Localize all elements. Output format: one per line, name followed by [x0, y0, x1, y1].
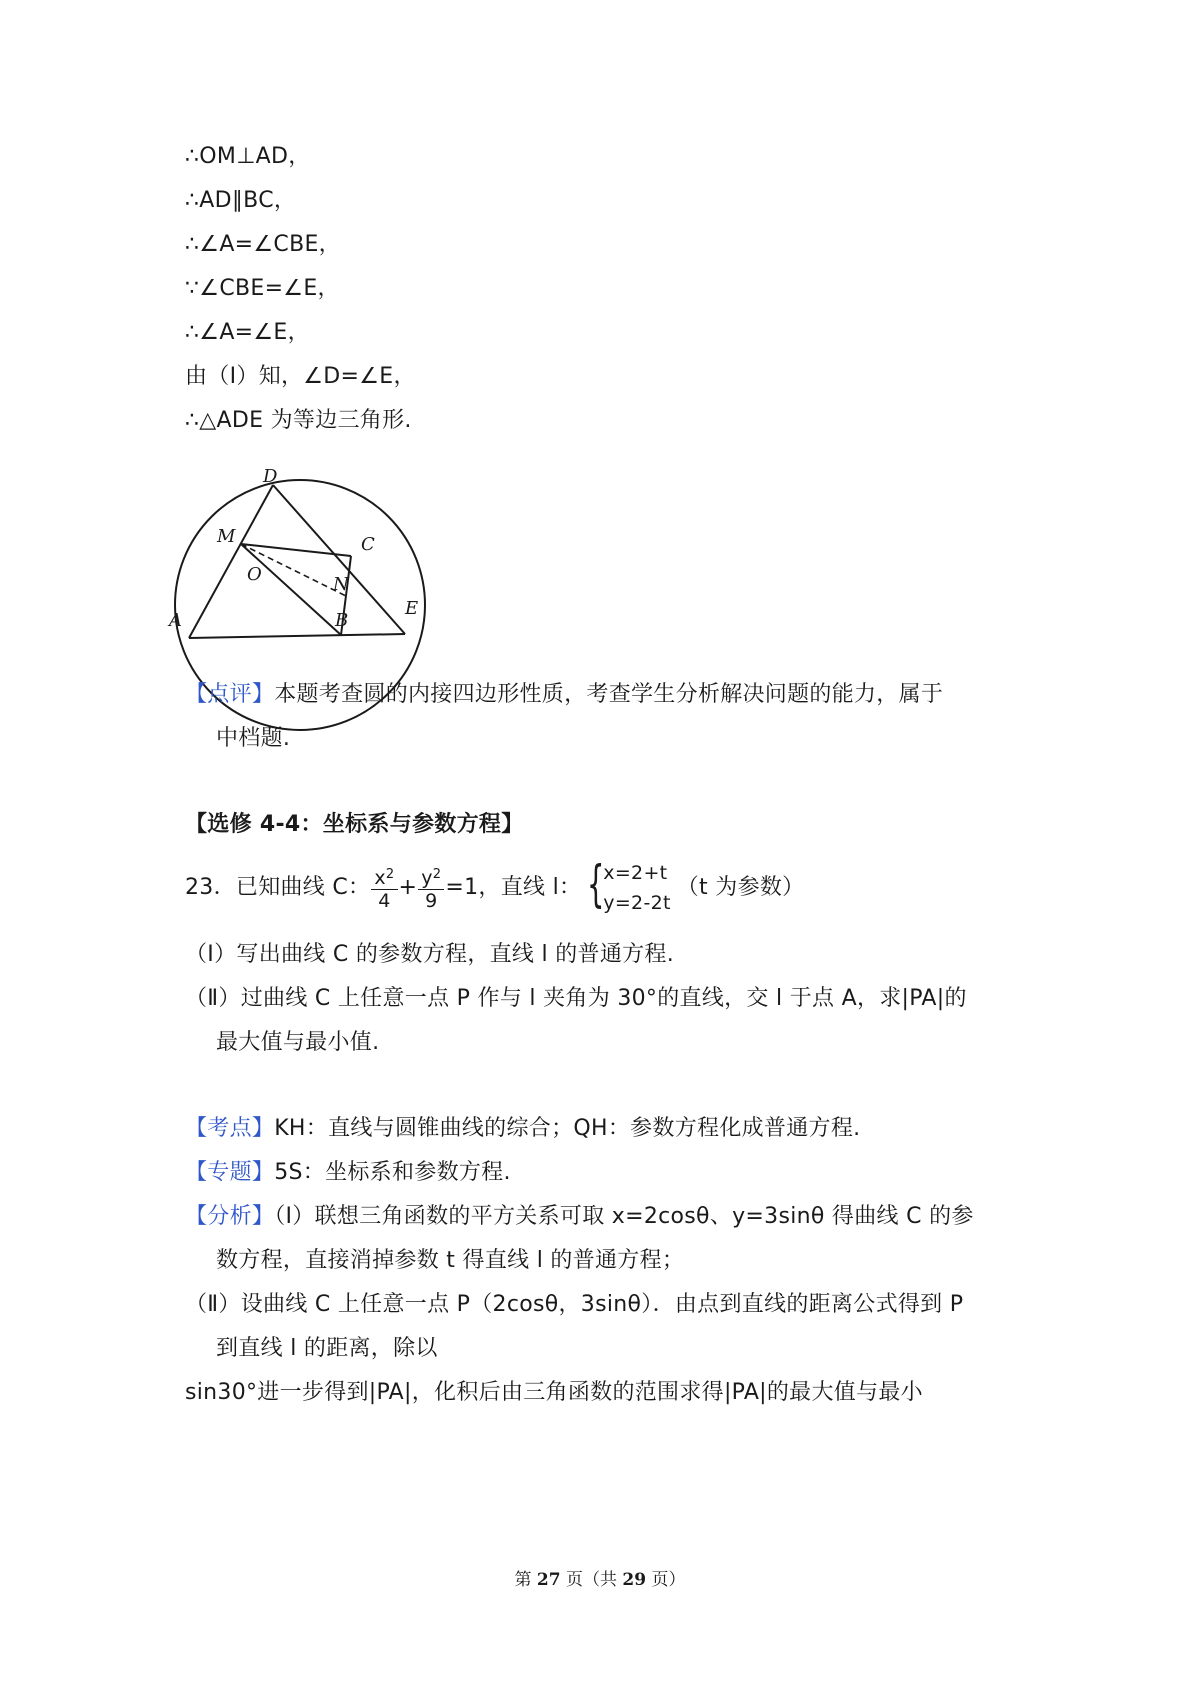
plus-sign: + — [398, 875, 418, 900]
geometry-figure — [169, 466, 475, 700]
system-row-2: y=2-2t — [603, 892, 671, 914]
footer-post: 页） — [646, 1570, 686, 1590]
label-b: B — [335, 610, 349, 631]
problem-statement — [185, 855, 805, 918]
proof-line-5: ∴∠A=∠E， — [185, 320, 310, 345]
label-m: M — [217, 526, 236, 547]
frac1-numerator: x — [374, 867, 386, 889]
kaodian-text: KH：直线与圆锥曲线的综合；QH：参数方程化成普通方程. — [274, 1116, 861, 1141]
fenxi-text-2: 数方程，直接消掉参数 t 得直线 l 的普通方程； — [216, 1248, 685, 1273]
proof-line-3: ∴∠A=∠CBE， — [185, 232, 341, 257]
frac2-exponent: 2 — [432, 867, 442, 882]
label-d: D — [263, 466, 278, 487]
problem-lead: 已知曲线 C： — [235, 875, 371, 900]
problem-part-2a: （Ⅱ）过曲线 C 上任意一点 P 作与 l 夹角为 30°的直线，交 l 于点 A，求|PA|的 — [185, 986, 967, 1011]
kaodian-line — [185, 1114, 860, 1144]
footer-total-pages: 29 — [622, 1570, 647, 1590]
footer-mid: 页（共 — [560, 1570, 623, 1590]
label-e: E — [405, 598, 419, 619]
proof-line-7: ∴△ADE 为等边三角形. — [185, 408, 412, 433]
fenxi-line-1 — [185, 1202, 974, 1232]
label-n: N — [333, 574, 349, 595]
fenxi-text-4: 到直线 l 的距离，除以 — [216, 1336, 438, 1361]
footer-page-number: 27 — [536, 1570, 561, 1590]
zhuanti-line — [185, 1158, 511, 1188]
problem-part-2b: 最大值与最小值. — [216, 1030, 380, 1055]
fenxi-text-1: （Ⅰ）联想三角函数的平方关系可取 x=2cosθ、y=3sinθ 得曲线 C 的参 — [274, 1204, 974, 1229]
proof-line-1: ∴OM⊥AD， — [185, 144, 311, 169]
fenxi-text-3: （Ⅱ）设曲线 C 上任意一点 P（2cosθ，3sinθ）．由点到直线的距离公式得到 P — [185, 1292, 964, 1317]
kaodian-tag: 【考点】 — [185, 1116, 275, 1141]
page-footer — [0, 1565, 1200, 1590]
param-note: （t 为参数） — [676, 875, 805, 900]
comment-text-2: 中档题. — [216, 726, 291, 751]
comment-tag: 【点评】 — [185, 682, 275, 707]
comment-line-1 — [185, 680, 943, 710]
segment-mc — [241, 544, 351, 556]
frac1-exponent: 2 — [385, 867, 395, 882]
fenxi-tag: 【分析】 — [185, 1204, 275, 1229]
proof-line-4: ∵∠CBE=∠E， — [185, 276, 340, 301]
brace-symbol: { — [587, 855, 605, 913]
segment-mb — [241, 544, 341, 635]
section-title: 【选修 4-4：坐标系与参数方程】 — [185, 812, 524, 837]
proof-line-2: ∴AD∥BC， — [185, 188, 297, 213]
frac1-denominator: 4 — [378, 890, 391, 912]
label-a: A — [169, 610, 182, 631]
fraction-x2-over-4 — [371, 864, 397, 912]
zhuanti-text: 5S：坐标系和参数方程. — [274, 1160, 511, 1185]
comment-text-1: 本题考查圆的内接四边形性质，考查学生分析解决问题的能力，属于 — [274, 682, 944, 707]
label-c: C — [361, 534, 375, 555]
fenxi-text-5: sin30°进一步得到|PA|，化积后由三角函数的范围求得|PA|的最大值与最小 — [185, 1380, 923, 1405]
zhuanti-tag: 【专题】 — [185, 1160, 275, 1185]
equation-tail: =1，直线 l： — [445, 875, 582, 900]
problem-number: 23． — [185, 875, 236, 900]
frac2-numerator: y — [421, 867, 433, 889]
frac2-denominator: 9 — [425, 890, 438, 912]
label-o: O — [247, 564, 262, 585]
system-row-1: x=2+t — [603, 862, 668, 884]
proof-line-6: 由（Ⅰ）知，∠D=∠E， — [185, 364, 416, 389]
footer-pre: 第 — [514, 1570, 537, 1590]
segment-ae — [189, 634, 405, 638]
problem-part-1: （Ⅰ）写出曲线 C 的参数方程，直线 l 的普通方程. — [185, 942, 675, 967]
fraction-y2-over-9 — [418, 864, 444, 912]
line-parametric-system — [587, 855, 671, 918]
